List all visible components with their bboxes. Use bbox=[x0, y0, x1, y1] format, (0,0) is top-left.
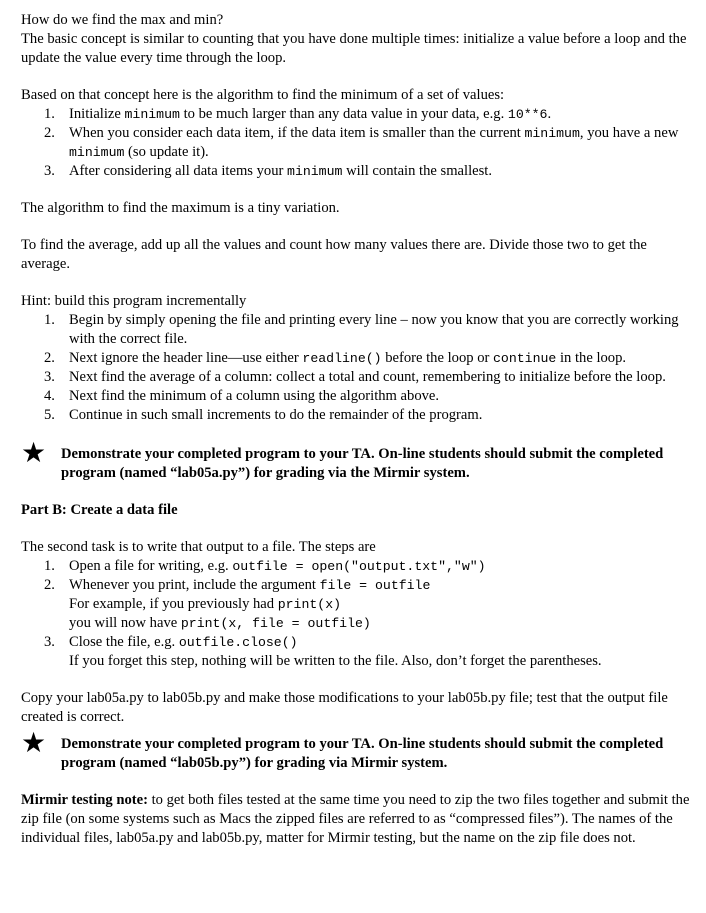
min-algorithm-steps bbox=[21, 105, 697, 181]
average-note: To find the average, add up all the values and count how many values there are. Divide those two to get the average. bbox=[21, 237, 647, 272]
list-item: 2. Next ignore the header line—use either readline() before the loop or continue in the loop. bbox=[44, 350, 627, 366]
part-b-steps bbox=[21, 557, 697, 671]
intro-paragraph: The basic concept is similar to counting that you have done multiple times: initialize a value before a loop and the update the value every time through the loop. bbox=[21, 31, 687, 66]
max-note: The algorithm to find the maximum is a tiny variation. bbox=[21, 200, 340, 216]
mirmir-label: Mirmir testing note: bbox=[21, 792, 148, 808]
demo-a-callout bbox=[21, 436, 697, 483]
demo-b-text: Demonstrate your completed program to your TA. On-line students should submit the completed program (named “lab05b.py”) for grading via Mirmir system. bbox=[61, 736, 664, 771]
document-body bbox=[21, 11, 697, 848]
list-item: 3. Close the file, e.g. outfile.close() If you forget this step, nothing will be written to the file. Also, don’t forget the parentheses. bbox=[44, 634, 602, 669]
list-item: 3. After considering all data items your minimum will contain the smallest. bbox=[44, 163, 492, 179]
list-item: 4. Next find the minimum of a column using the algorithm above. bbox=[44, 388, 440, 404]
list-item: 1. Open a file for writing, e.g. outfile = open("output.txt","w") bbox=[44, 558, 486, 574]
list-item: 1. Begin by simply opening the file and printing every line – now you know that you are correctly working with the correct file. bbox=[44, 312, 679, 347]
min-algorithm-lead: Based on that concept here is the algorithm to find the minimum of a set of values: bbox=[21, 87, 505, 103]
hint-steps bbox=[21, 311, 697, 425]
mirmir-text: to get both files tested at the same time you need to zip the two files together and submit the zip file (on some systems such as Macs the zipped files are referred to as “compressed files”). The names of the individual files, lab05a.py and lab05b.py, matter for Mirmir testing, but the name on the zip file does not. bbox=[21, 792, 690, 846]
star-icon: ★ bbox=[21, 436, 47, 469]
demo-a-text: Demonstrate your completed program to your TA. On-line students should submit the completed program (named “lab05a.py”) for grading via the Mirmir system. bbox=[61, 446, 664, 481]
list-item: 1. Initialize minimum to be much larger than any data value in your data, e.g. 10**6. bbox=[44, 106, 552, 122]
star-icon: ★ bbox=[21, 726, 47, 759]
part-b-title: Part B: Create a data file bbox=[21, 502, 178, 518]
list-item: 2. Whenever you print, include the argument file = outfile For example, if you previously had print(x) you will now have print(x, file = outfile) bbox=[44, 577, 431, 631]
copy-note: Copy your lab05a.py to lab05b.py and make those modifications to your lab05b.py file; test that the output file created is correct. bbox=[21, 690, 668, 725]
mirmir-note bbox=[21, 791, 697, 848]
part-b-lead: The second task is to write that output to a file. The steps are bbox=[21, 539, 376, 555]
list-item: 3. Next find the average of a column: collect a total and count, remembering to initialize before the loop. bbox=[44, 369, 666, 385]
heading: How do we find the max and min? bbox=[21, 12, 224, 28]
hint-lead: Hint: build this program incrementally bbox=[21, 293, 247, 309]
list-item: 5. Continue in such small increments to do the remainder of the program. bbox=[44, 407, 483, 423]
demo-b-callout bbox=[21, 726, 697, 773]
list-item: 2. When you consider each data item, if the data item is smaller than the current minimum, you have a new minimum (so update it). bbox=[44, 125, 679, 160]
